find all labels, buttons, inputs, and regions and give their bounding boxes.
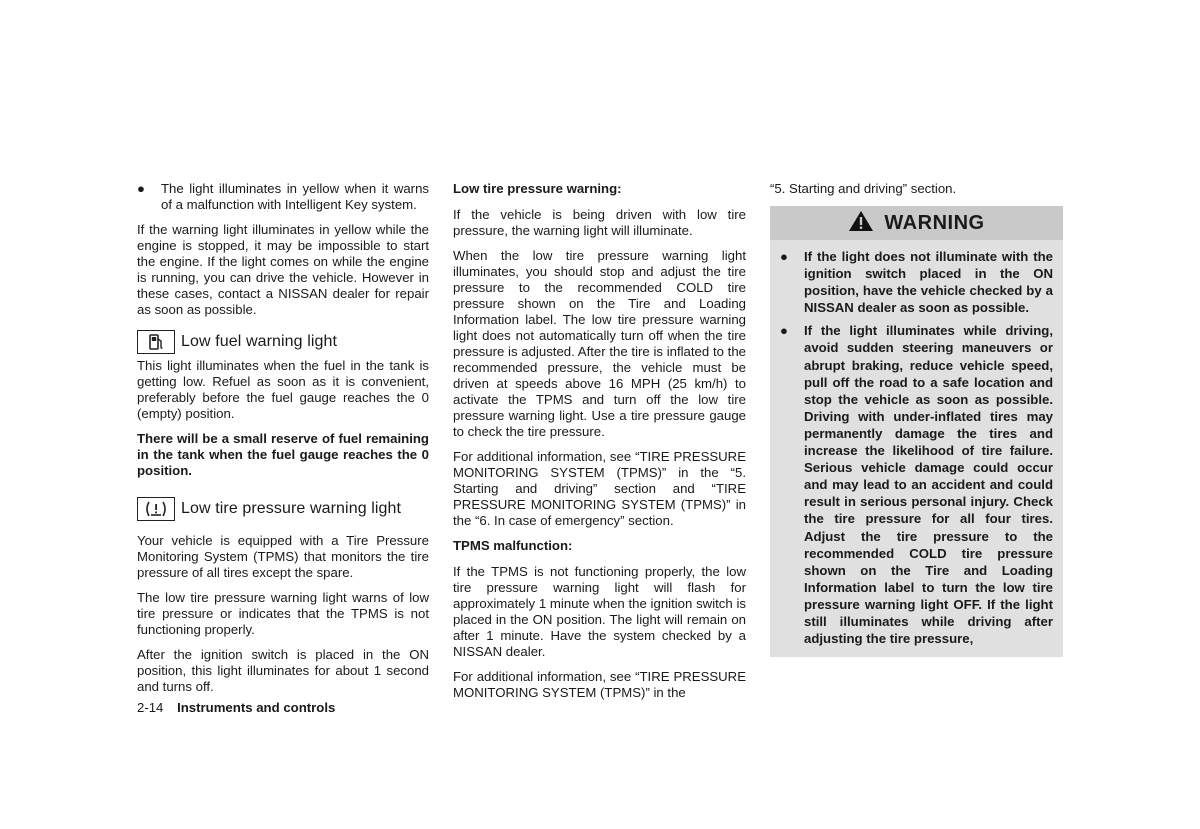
- fuel-pump-icon: [137, 330, 175, 354]
- paragraph: The low tire pressure warning light warns of low tire pressure or indicates that the TPMS is not functioning properly.: [137, 590, 429, 637]
- tire-heading-label: Low tire pressure warning light: [181, 500, 402, 517]
- bullet-dot: ●: [137, 181, 145, 196]
- bullet-dot: ●: [780, 249, 788, 264]
- paragraph: When the low tire pressure warning light illuminates, you should stop and adjust the tire pressure to the recommended COLD tire pressure shown on the Tire and Loading Information label. The low tire pressure warning light does not automatically turn off when the tire pressure is adjusted. After the tire is inflated to the recommended pressure, the vehicle must be driven at speeds above 16 MPH (25 km/h) to activate the TPMS and turn off the low tire pressure warning light. Use a tire pressure gauge to check the tire pressure.: [453, 248, 746, 439]
- bullet-dot: ●: [780, 323, 788, 339]
- paragraph: For additional information, see “TIRE PRESSURE MONITORING SYSTEM (TPMS)” in the: [453, 669, 746, 700]
- warning-triangle-icon: [848, 210, 874, 236]
- page-footer: [137, 700, 335, 715]
- bullet-text: If the light does not illuminate with the ignition switch placed in the ON position, have the vehicle checked by a NISSAN dealer as soon as possible.: [804, 249, 1053, 316]
- page-number: 2-14: [137, 700, 164, 715]
- paragraph: If the vehicle is being driven with low tire pressure, the warning light will illuminate.: [453, 207, 746, 238]
- warning-title: WARNING: [884, 212, 985, 234]
- paragraph: Your vehicle is equipped with a Tire Pressure Monitoring System (TPMS) that monitors the tire pressure of all tires except the spare.: [137, 533, 429, 580]
- paragraph: After the ignition switch is placed in the ON position, this light illuminates for about 1 second and turns off.: [137, 647, 429, 694]
- column-left: [137, 181, 429, 704]
- subheading: TPMS malfunction:: [453, 538, 573, 553]
- fuel-warning-heading: [137, 330, 429, 354]
- bullet-item: [137, 181, 429, 213]
- warning-bullet: [780, 322, 1053, 647]
- warning-title-bar: [770, 206, 1063, 240]
- paragraph: “5. Starting and driving” section.: [770, 181, 957, 196]
- subheading: Low tire pressure warning:: [453, 181, 622, 196]
- paragraph: This light illuminates when the fuel in the tank is getting low. Refuel as soon as it is convenient, preferably before the fuel gauge reaches the 0 (empty) position.: [137, 358, 429, 421]
- warning-bullet: [780, 248, 1053, 316]
- tire-warning-heading: [137, 497, 429, 521]
- bold-note: There will be a small reserve of fuel remaining in the tank when the fuel gauge reaches the 0 position.: [137, 431, 429, 478]
- paragraph: If the TPMS is not functioning properly, the low tire pressure warning light will flash for approximately 1 minute when the ignition switch is placed in the ON position. The light will remain on after 1 minute. Have the system checked by a NISSAN dealer.: [453, 564, 746, 659]
- section-title: Instruments and controls: [177, 700, 336, 715]
- warning-box: [770, 206, 1063, 657]
- fuel-heading-label: Low fuel warning light: [181, 333, 338, 350]
- bullet-text: The light illuminates in yellow when it warns of a malfunction with Intelligent Key system.: [161, 181, 429, 212]
- paragraph: If the warning light illuminates in yellow while the engine is stopped, it may be impossible to start the engine. If the light comes on while the engine is running, you can drive the vehicle. However in these cases, contact a NISSAN dealer for repair as soon as possible.: [137, 222, 429, 317]
- paragraph: For additional information, see “TIRE PRESSURE MONITORING SYSTEM (TPMS)” in the “5. Starting and driving” section and “TIRE PRESSURE MONITORING SYSTEM (TPMS)” in the “6. In case of emergency” section.: [453, 449, 746, 528]
- tire-pressure-icon: [137, 497, 175, 521]
- bullet-text: If the light illuminates while driving, avoid sudden steering maneuvers or abrupt braking, reduce vehicle speed, pull off the road to a safe location and stop the vehicle as soon as possible. Driving with under-inflated tires may permanently damage the tires and increase the likelihood of tire failure. Serious vehicle damage could occur and may lead to an accident and could result in serious personal injury. Check the tire pressure for all four tires. Adjust the tire pressure to the recommended COLD tire pressure shown on the Tire and Loading Information label to turn the low tire pressure warning light OFF. If the light still illuminates while driving after adjusting the tire pressure,: [804, 323, 1053, 647]
- column-right: [770, 181, 1063, 657]
- column-middle: [453, 181, 746, 710]
